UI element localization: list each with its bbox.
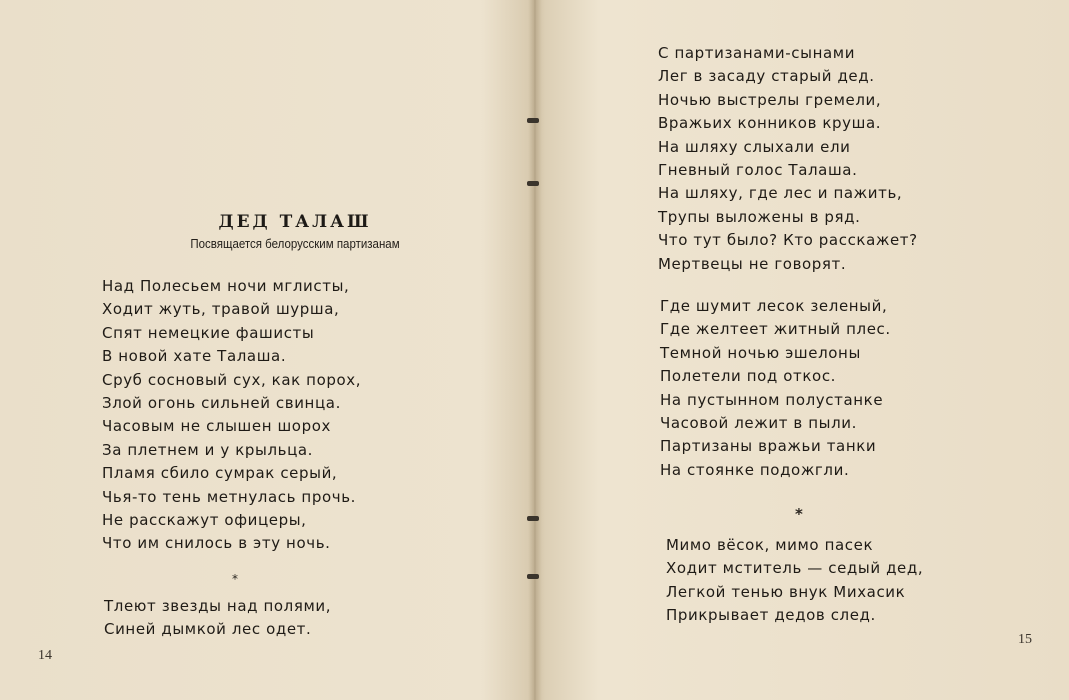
verse-line: Спят немецкие фашисты <box>102 323 315 342</box>
verse-line: Прикрывает дедов след. <box>666 606 876 625</box>
verse-line: Мертвецы не говорят. <box>658 254 847 273</box>
right-page <box>534 0 1069 700</box>
verse-line: Синей дымкой лес одет. <box>104 620 312 639</box>
verse-line: С партизанами-сынами <box>658 44 856 62</box>
verse-line: Часовой лежит в пыли. <box>660 413 857 432</box>
right-stanza-3 <box>666 534 923 628</box>
verse-line: Над Полесьем ночи мглисты, <box>102 277 350 295</box>
verse-line: На пустынном полустанке <box>660 390 884 409</box>
verse-line: Где желтеет житный плес. <box>660 320 891 339</box>
verse-line: Темной ночью эшелоны <box>660 343 861 362</box>
right-stanza-1 <box>658 42 918 276</box>
verse-line: Ходит мститель — седый дед, <box>666 559 924 578</box>
verse-line: Лег в засаду старый дед. <box>658 67 875 86</box>
left-page <box>0 0 534 700</box>
verse-line: Ходит жуть, травой шурша, <box>102 300 340 319</box>
stanza-divider: * <box>795 505 803 523</box>
poem-title: ДЕД ТАЛАШ <box>218 212 372 232</box>
verse-line: Вражьих конников круша. <box>658 114 882 133</box>
verse-line: Легкой тенью внук Михасик <box>666 582 906 601</box>
verse-line: Партизаны вражьи танки <box>660 437 877 456</box>
verse-line: Пламя сбило сумрак серый, <box>102 464 338 483</box>
verse-line: Ночью выстрелы гремели, <box>658 90 882 109</box>
right-stanza-2 <box>660 295 891 482</box>
verse-line: Полетели под откос. <box>660 367 837 386</box>
verse-line: Не расскажут офицеры, <box>102 510 307 529</box>
verse-line: На шляху, где лес и пажить, <box>658 184 903 203</box>
stanza-divider: * <box>232 572 238 586</box>
verse-line: Чья-то тень метнулась прочь. <box>102 487 357 506</box>
verse-line: Что тут было? Кто расскажет? <box>658 231 918 250</box>
verse-line: Гневный голос Талаша. <box>658 160 858 179</box>
poem-dedication: Посвящается белорусским партизанам <box>190 237 400 251</box>
verse-line: На шляху слыхали ели <box>658 137 851 156</box>
verse-line: Сруб сосновый сух, как порох, <box>102 370 362 389</box>
left-stanza-2 <box>104 595 331 642</box>
verse-line: Что им снилось в эту ночь. <box>102 534 331 553</box>
verse-line: На стоянке подожгли. <box>660 460 850 479</box>
verse-line: Тлеют звезды над полями, <box>104 597 332 615</box>
verse-line: Часовым не слышен шорох <box>102 417 331 436</box>
left-stanza-1 <box>102 275 361 556</box>
page-number-right: 15 <box>1018 632 1032 647</box>
verse-line: Мимо вёсок, мимо пасек <box>666 536 874 554</box>
verse-line: Трупы выложены в ряд. <box>658 207 861 226</box>
page-number-left: 14 <box>38 648 52 663</box>
verse-line: В новой хате Талаша. <box>102 347 287 366</box>
verse-line: Где шумит лесок зеленый, <box>660 297 888 315</box>
verse-line: За плетнем и у крыльца. <box>102 440 314 459</box>
verse-line: Злой огонь сильней свинца. <box>102 393 341 412</box>
